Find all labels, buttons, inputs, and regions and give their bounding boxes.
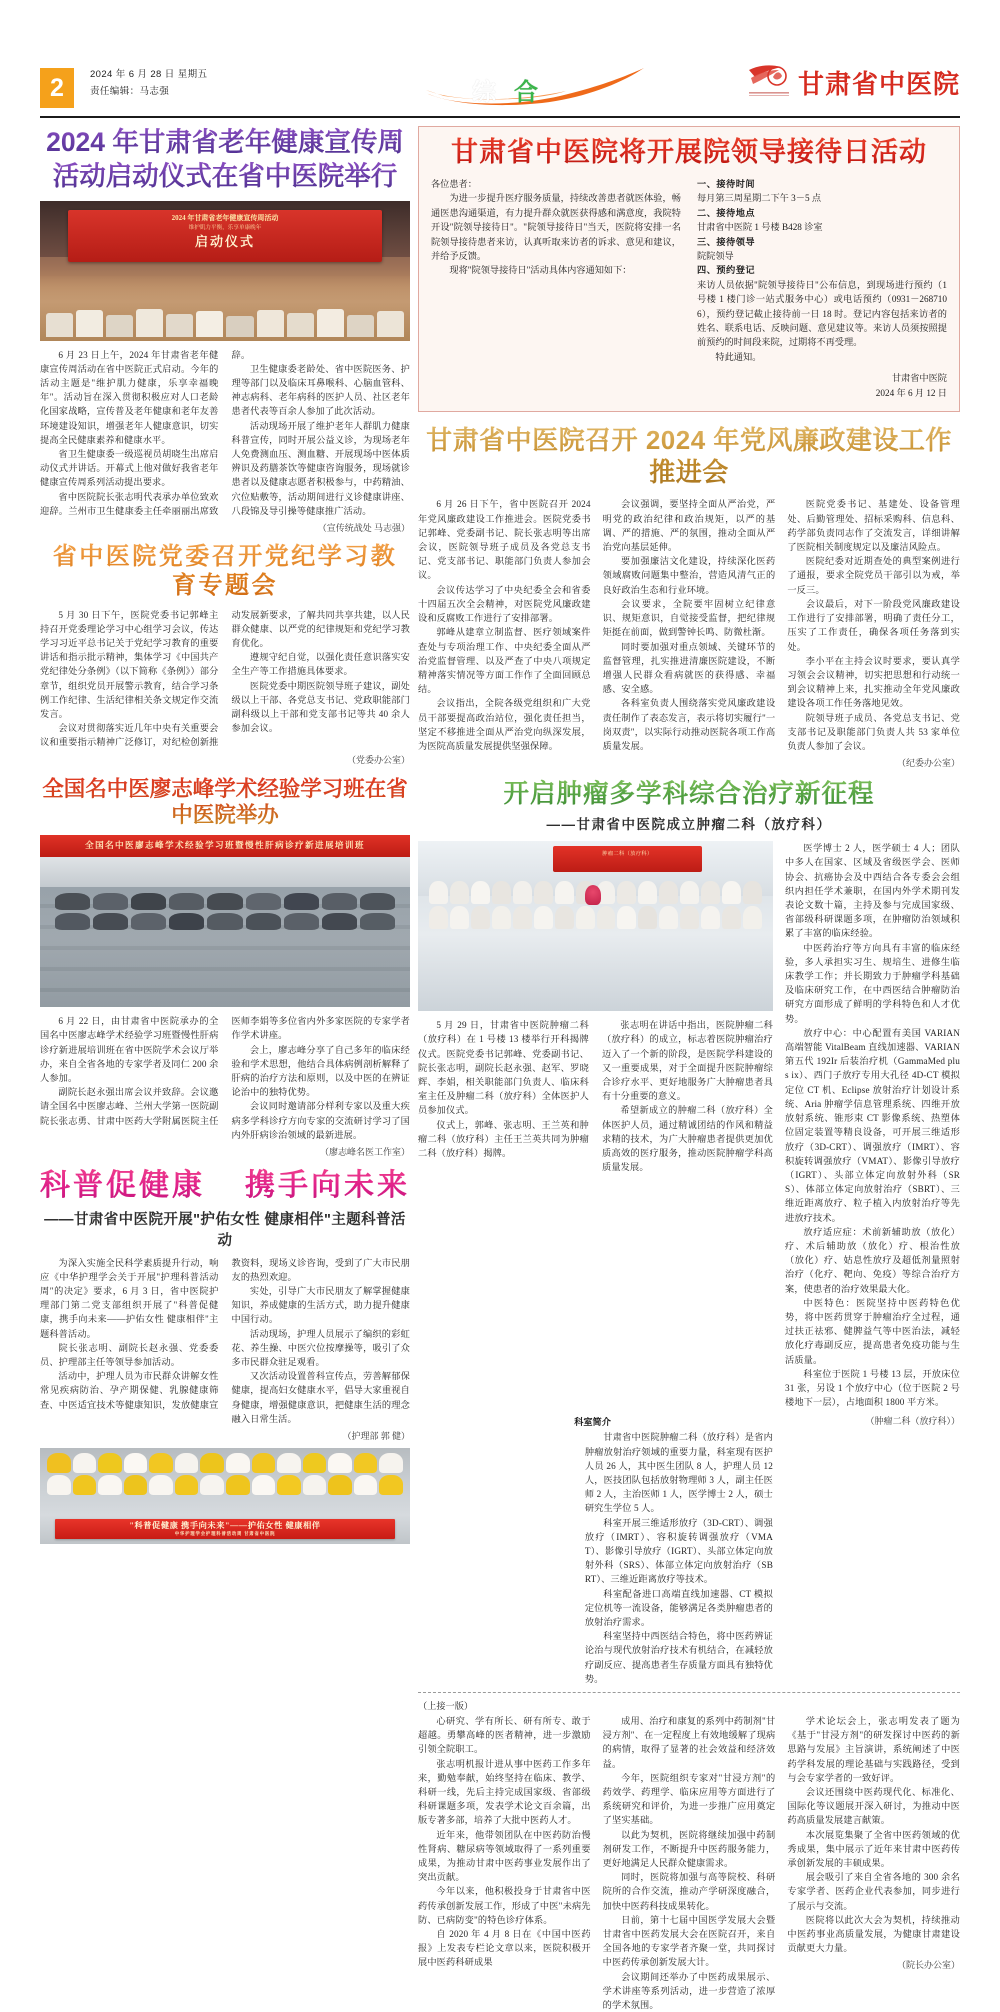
masthead-divider (40, 116, 960, 118)
onco-body-right: 医学博士 2 人，医学硕士 4 人；团队中多人在国家、区域及省级医学会、医师协会、抗癌协会及中西结合各专委会会组织内担任学术兼职，在国内外学术期刊发表论文数十篇，主持及参与完成国家级、省部级科研课题多项，在肿瘤防治领域积累了丰富的临床经验。 中医药治疗等方向具有丰富的临床经验，多人承担实习生、规培生、进修生临床教学工作；并长期致力于肿瘤学科基础及临床研究工作，在中西医结合肿瘤防治研究方面形成了鲜明的学科特色和人才优势。 放疗中心：中心配置有美国 VARIAN 高端智能 VitalBeam 直线加速器、VARIAN 第五代 192Ir 后装治疗机（GammaMed plus ix）、西门子放疗专用大孔径 4D-CT 模拟定位 CT 机、Eclipse 放射治疗计划设计系统、Aria 肿瘤学信息管理系统、四维开放放射系统、锥形束 CT 影像系统、热塑体位固定装置等精良设备，可开展三维适形放疗（3D-CRT）、调强放疗（IMRT）、容积旋转调强放疗（VMAT）、影像引导放疗（IGRT）、头部立体定向放射外科（SRS）、体部立体定向放射治疗（SBRT）、三维近距离放疗、粒子植入内放射治疗等先进放疗技术。 放疗适应症：术前新辅助放（放化）疗、术后辅助放（放化）疗、根治性放（放化）疗、姑息性放疗及超低剂量照射治疗（化疗、靶向、免疫）等综合治疗方案，使患者的治疗效果最大化。 中医特色：医院坚持中医药特色优势，将中医药贯穿于肿瘤治疗全过程，通过扶正祛邪、健脾益气等中医治法，减轻放化疗毒副反应，提高患者免疫功能与生活质量。 科室位于医院 1 号楼 13 层，开放床位 31 张，另设 1 个放疗中心（位于医院 2 号楼地下一层），占地面积 1800 平方米。 (785, 843, 960, 1408)
leadership-reception-notice (418, 126, 960, 412)
notice-salutation: 各位患者： (431, 178, 477, 189)
article3-photo (40, 835, 410, 1007)
article1-byline: （宣传统战处 马志强） (317, 523, 410, 534)
page-number: 2 (40, 68, 74, 108)
notice-intro-1: 为进一步提升医疗服务质量，持续改善患者就医体验，畅通医患沟通渠道，有力提升群众就医获得感和满意度，我院特开设"院领导接待日"。"院领导接待日"当天，医院将安排一名院领导接待患者来访，认真听取来访者的诉求、意见和建议，并给予反馈。 (431, 193, 681, 261)
masthead-dateline (90, 66, 207, 100)
section-char-2: 合 (514, 79, 556, 106)
article1-photo (40, 201, 410, 341)
onco-headline: 开启肿瘤多学科综合治疗新征程 (418, 779, 960, 810)
continued-byline: （院长办公室） (897, 1960, 961, 1971)
article1-headline-line1: 2024 年甘肃省老年健康宣传周 (40, 126, 410, 158)
onco-body-left: 5 月 29 日，甘肃省中医院肿瘤二科（放疗科）在 1 号楼 13 楼举行开科揭牌仪式。医院党委书记郭峰、党委副书记、院长张志明，副院长赵永强、赵军、罗晓辉、李娟，相关职能部门负责人、临床科室主任及肿瘤二科（放疗科）全体医护人员参加仪式。 仪式上，郭峰、张志明、王兰英和肿瘤二科（放疗科）主任王兰英共同为肿瘤二科（放疗科）揭牌。 张志明在讲话中指出，医院肿瘤二科（放疗科）的成立，标志着医院肿瘤治疗迈入了一个新的阶段，是医院学科建设的又一重要成果，对于全面提升医院肿瘤综合诊疗水平、更好地服务广大肿瘤患者具有十分重要的意义。 希望新成立的肿瘤二科（放疗科）全体医护人员，通过精诚团结的作风和精益求精的技术，为广大肿瘤患者提供更加优质高效的医疗服务，推动医院肿瘤学科高质量发展。 (418, 1020, 773, 1173)
article3-byline: （廖志峰名医工作室） (319, 1146, 410, 1157)
article-liao-zhifeng-class (40, 776, 410, 1158)
article4-headline-b: 携手向未来 (245, 1168, 410, 1205)
article4-headline-a: 科普促健康 (40, 1168, 205, 1205)
section-char-1: 综 (472, 79, 514, 106)
onco-byline: （肿瘤二科（放疗科）） (865, 1416, 960, 1427)
continued-divider (418, 1692, 960, 1693)
article1-banner-line2: 维护肌力平衡，乐享单康晚年 (188, 224, 262, 231)
article-elderly-health-week (40, 126, 410, 534)
article-party-discipline-meeting (40, 543, 410, 766)
notice-right-col (697, 177, 947, 400)
notice-item-2-text: 院院领导 (697, 250, 734, 261)
article1-banner-line1: 2024 年甘肃省老年健康宣传周活动 (171, 213, 279, 222)
notice-left-col (431, 177, 681, 400)
onco-left-block (418, 841, 773, 1409)
onco-dept-intro-body: 甘肃省中医院肿瘤二科（放疗科）是省内肿瘤放射治疗领域的重要力量，科室现有医护人员 26 人，其中医生团队 8 人，护理人员 12 人，医技团队包括放射物理师 3 人，副主任医师 2 人，主治医师 1 人，医学博士 2 人，硕士研究生学位 5 人。 科室开展三维适形放疗（3D-CRT）、调强放疗（IMRT）、容积旋转调强放疗（VMAT）、影像引导放疗（IGRT）、头部立体定向放射外科（SRS）、体部立体定向放射治疗（SBRT）、三维近距离放疗等技术。 科室配备进口高端直线加速器、CT 模拟定位机等一流设备，能够满足各类肿瘤患者的放射治疗需求。 科室坚持中西医结合特色，将中医药辨证论治与现代放射治疗技术有机结合，在减轻放疗副反应、提高患者生存质量方面具有独特优势。 (584, 1432, 773, 1684)
article4-photo-banner-sub: 中华护理学会护理科普活动周 甘肃省中医院 (174, 1530, 276, 1536)
main-column (418, 126, 960, 2012)
notice-signature: 甘肃省中医院 (891, 373, 947, 384)
article-oncology-dept (418, 779, 960, 1686)
onco-right-block (785, 841, 960, 1409)
article-science-popularization (40, 1168, 410, 1544)
continued-col-1: 心研究、学有所长、研有所专、敢于超越。勇攀高峰的医者精神，进一步激励引领全院职工。 张志明机报计进从事中医药工作多年来，勤勉奉献，始终坚持在临床、教学、科研一线，先后主持完成国家级、省部级科研课题多项，发表学术论文百余篇，出版专著多部，培养了大批中医药人才。 近年来，他带领团队在中医药防治慢性肾病、糖尿病等领域取得了一系列重要成果，为推动甘肃中医药事业发展作出了突出贡献。 今年以来，他积极投身于甘肃省中医药传承创新发展工作，形成了中医"未病先防、已病防变"的特色诊疗体系。 自 2020 年 4 月 8 日在《中国中医药报》上发表专栏论文章以来，医院积极开展中医药科研成果 (418, 1716, 591, 1968)
onco-subheadline: ——甘肃省中医院成立肿瘤二科（放疗科） (546, 817, 832, 833)
article2-byline: （党委办公室） (346, 754, 410, 765)
continued-section (418, 1692, 960, 2012)
article4-body: 为深入实施全民科学素质提升行动，响应《中华护理学会关于开展"护理科普活动周"的决定》要求，6 月 3 日，省中医院护理部门第二党支部组织开展了"科普促健康，携手向未来——护佑女性 健康相伴"主题科普活动。 院长张志明、副院长赵永强、党委委员、护理部主任等领导参加活动。 活动中，护理人员为市民群众讲解女性常见疾病防治、孕产期保健、乳腺健康筛查、中医适宜技术等健康知识，发放健康宣教资料，现场义诊咨询，受到了广大市民朋友的热烈欢迎。 实处，引导广大市民朋友了解掌握健康知识，养成健康的生活方式，助力提升健康中国行动。 活动现场，护理人员展示了编织的彩虹花、养生操、中医穴位按摩操等，吸引了众多市民群众驻足观看。 又次活动设置普科宣传点，劳善解郁保健康，提高妇女健康水平，倡导大家重视自身健康，增强健康意识，把健康生活的理念融入日常生活。 (40, 1257, 410, 1424)
continued-col-3: 学术论坛会上，张志明发表了题为《基于"甘浸方剂"的研发探讨中医药的新思路与发展》主旨演讲，系统阐述了中医药学科发展的理论基础与实践路径，受到与会专家学者的一致好评。 会议还围绕中医药现代化、标准化、国际化等议题展开深入研讨，为推动中医药高质量发展建言献策。 本次展览集聚了全省中医药领域的优秀成果，集中展示了近年来甘肃中医药传承创新发展的丰硕成果。 展会吸引了来自全省各地的 300 余名专家学者、医药企业代表参加，同步进行了展示与交流。 医院将以此次大会为契机，持续推动中医药事业高质量发展，为健康甘肃建设贡献更大力量。 (787, 1716, 961, 1954)
notice-item-1-title: 二、接待地点 (697, 207, 756, 218)
party-article-byline: （纪委办公室） (896, 758, 960, 769)
article-party-conduct-meeting (418, 425, 960, 769)
article2-headline: 省中医院党委召开党纪学习教育专题会 (40, 543, 410, 602)
article1-body: 6 月 23 日上午，2024 年甘肃省老年健康宣传周活动在省中医院正式启动。今年的活动主题是"维护肌力健康，乐享幸福晚年"。活动旨在深入贯彻积极应对人口老龄化国家战略，宣传普及老年健康和老年友善环境建设知识，增强老年人健康意识，切实提高全民健康素养和健康水平。 省卫生健康委一级巡视员胡晓生出席启动仪式并讲话。开幕式上他对做好我省老年健康宣传周系列活动提出要求。 省中医院院长张志明代表承办单位致欢迎辞。兰州市卫生健康委主任牵丽丽出席致辞。 卫生健康委老龄处、省中医院医务、护理等部门以及临床耳鼻喉科、心脑血管科、神志病科、老年病科的医护人员、社区老年患者代表等百余人参加了此次活动。 活动现场开展了维护老年人群肌力健康科普宣传，同时开展公益义诊，为现场老年人免费测血压、测血糖、开展现场中医体质辨识及药膳茶饮等健康咨询服务，现场就诊患者以及健康志愿者积极参与，中药精油、穴位贴敷等，活动期间进行义诊健康讲座、八段锦及导引操等健康推广活动。 (40, 349, 410, 516)
notice-item-0-title: 一、接待时间 (697, 178, 756, 189)
notice-item-1-text: 甘肃省中医院 1 号楼 B428 诊室 (697, 222, 823, 233)
publication-date: 2024 年 6 月 28 日 星期五 (90, 69, 208, 80)
article2-body: 5 月 30 日下午，医院党委书记郭峰主持召开党委理论学习中心组学习会议，传达学习习近平总书记关于党纪学习教育的重要讲话和指示批示精神，集体学习《中国共产党纪律处分条例》（以下简称《条例》）部分章节，组织党员开展警示教育，结合学习条例工作纪律、生活纪律相关条文规定作交流发言。 会议对贯彻落实近几年中央有关重要会议和重要指示精神广泛修订，对纪检创新推动发展新要求，了解共同共享共建，以人民群众健康、以严党的纪律规矩和党纪学习教育优化。 遵规守纪自觉，以强化责任意识落实安全生产等工作措施具体要求。 医院党委中期医院领导班子建议，副处级以上干部、各党总支书记、党政职能部门副科级以上干部和党支部书记等共 40 余人参加会议。 (40, 609, 410, 748)
notice-item-3-text: 来访人员依据"院领导接待日"公布信息，到现场进行预约（1 号楼 1 楼门诊一站式服务中心）或电话预约（0931－2687106），预约登记截止接待前一日 18 时。登记内容包括来访者的姓名、联系电话、反映问题、意见建议等。来访人员须按照提前预约的时间段来院，过期将不再受理。 (697, 279, 947, 348)
party-article-headline: 甘肃省中医院召开 2024 年党风廉政建设工作推进会 (418, 425, 960, 488)
notice-closing: 特此通知。 (715, 351, 762, 362)
section-title-block (420, 64, 650, 112)
article4-subheadline: ——甘肃省中医院开展"护佑女性 健康相伴"主题科普活动 (44, 1211, 406, 1249)
responsible-editor: 责任编辑：马志强 (90, 86, 170, 97)
article3-banner-text: 全国名中医廖志峰学术经验学习班暨慢性肝病诊疗新进展培训班 (85, 840, 365, 851)
hospital-logo-mark-icon (747, 62, 791, 102)
notice-item-2-title: 三、接待领导 (697, 236, 756, 247)
notice-signature-date: 2024 年 6 月 12 日 (875, 387, 947, 398)
article4-photo-banner-text: "科普促健康 携手向未来"——护佑女性 健康相伴 (129, 1520, 321, 1530)
notice-item-0-text: 每月第三周星期二下午 3－5 点 (697, 193, 822, 204)
notice-intro-2: 现将"院领导接待日"活动具体内容通知如下： (449, 265, 632, 276)
article4-byline: （护理部 郭 健） (342, 1430, 410, 1441)
article1-headline-line2: 活动启动仪式在省中医院举行 (40, 160, 410, 192)
left-column (40, 126, 410, 1544)
onco-photo: 肿瘤二科（放疗科） (418, 841, 773, 1011)
masthead (40, 66, 960, 120)
article4-photo (40, 1448, 410, 1544)
notice-headline: 甘肃省中医院将开展院领导接待日活动 (431, 136, 947, 169)
hospital-name: 甘肃省中医院 (797, 69, 960, 99)
party-article-body: 6 月 26 日下午，省中医院召开 2024 年党风廉政建设工作推进会。医院党委书记郭峰、党委副书记、院长张志明等出席会议，医院领导班子成员及各党总支书记、党支部书记、职能部门负责人参加会议。 会议传达学习了中央纪委全会和省委十四届五次全会精神，对医院党风廉政建设和反腐败工作进行了安排部署。 郭峰从建章立制监督、医疗领域案件查处与专项治理工作、中央纪委全面从严治党监督管理、以及严查了中央八项规定精神落实情况等方面工作作了全面回顾总结。 会议指出，全院各级党组织和广大党员干部要提高政治站位，强化责任担当，坚定不移推进全面从严治党向纵深发展，为医院高质量发展提供坚强保障。 会议强调，要坚持全面从严治党，严明党的政治纪律和政治规矩，以严的基调、严的措施、严的氛围，推动全面从严治党向基层延伸。 要加强廉洁文化建设，持续深化医药领域腐败问题集中整治，营造风清气正的良好政治生态和行业环境。 会议要求，全院要牢固树立纪律意识、规矩意识，自觉接受监督，把纪律规矩挺在前面，做到警钟长鸣、防微杜渐。 同时要加强对重点领域、关键环节的监督管理，扎实推进清廉医院建设，不断增强人民群众看病就医的获得感、幸福感、安全感。 各科室负责人围绕落实党风廉政建设责任制作了表态发言，表示将切实履行"一岗双责"，以实际行动推动医院各项工作高质量发展。 医院党委书记、基建处、设备管理处、后勤管理处、招标采购科、信息科、药学部负责同志作了交流发言，详细讲解了医院相关制度规定以及廉洁风险点。 医院纪委对近期查处的典型案例进行了通报，要求全院党员干部引以为戒，举一反三。 会议最后，对下一阶段党风廉政建设工作进行了安排部署，明确了责任分工，压实了工作责任，确保各项任务落到实处。 李小平在主持会议时要求，要认真学习领会会议精神，切实把思想和行动统一到会议精神上来，扎实推动全年党风廉政建设各项工作任务落地见效。 院领导班子成员、各党总支书记、党支部书记及职能部门负责人共 53 家单位负责人参加了会议。 (418, 499, 960, 751)
article4-photo-banner (55, 1519, 395, 1539)
article3-body: 6 月 22 日，由甘肃省中医院承办的全国名中医廖志峰学术经验学习班暨慢性肝病诊疗新进展培训班在省中医院学术会议厅举办，来自全省各地的专家学者及同仁 200 余人参加。 副院长赵永强出席会议并致辞。会议邀请全国名中医廖志峰、兰州大学第一医院副院长张志勇、甘肃中医药大学附属医院主任医师李娟等多位省内外多家医院的专家学者作学术讲座。 会上，廖志峰分享了自己多年的临床经验和学术思想，他结合具体病例剖析解释了肝病的治疗方法和原则，以及中医的在辨证论治中的独特优势。 会议同时邀请部分样利专家以及重大疾病多学科诊疗方向专家的交流研讨学习了国内外肝病诊治领域的最新进展。 (40, 1016, 410, 1140)
onco-dept-intro-title: 科室简介 (574, 1417, 611, 1428)
article1-banner-line3: 启动仪式 (194, 233, 255, 249)
continued-col-2: 成用、治疗和康复的系列中药制剂"甘浸方剂"、在一定程度上有效地缓解了现病的病情，取得了显著的社会效益和经济效益。 今年，医院组织专家对"甘浸方剂"的药效学、药理学、临床应用等方面进行了系统研究和评价，为进一步推广应用奠定了坚实基础。 以此为契机，医院将继续加强中药制剂研发工作，不断提升中医药服务能力，更好地满足人民群众健康需求。 同时，医院将加强与高等院校、科研院所的合作交流，推动产学研深度融合，加快中医药科技成果转化。 日前，第十七届中国医学发展大会暨甘肃省中医药发展大会在医院召开，来自全国各地的专家学者齐聚一堂，共同探讨中医药传承创新发展大计。 会议期间还举办了中医药成果展示、学术讲座等系列活动，进一步营造了浓厚的学术氛围。 (602, 1716, 776, 2011)
section-title (472, 72, 556, 107)
hospital-logo (747, 62, 960, 102)
notice-item-3-title: 四、预约登记 (697, 265, 756, 276)
article3-headline: 全国名中医廖志峰学术经验学习班在省中医院举办 (40, 776, 410, 828)
continued-marker: （上接一版） (418, 1701, 474, 1712)
